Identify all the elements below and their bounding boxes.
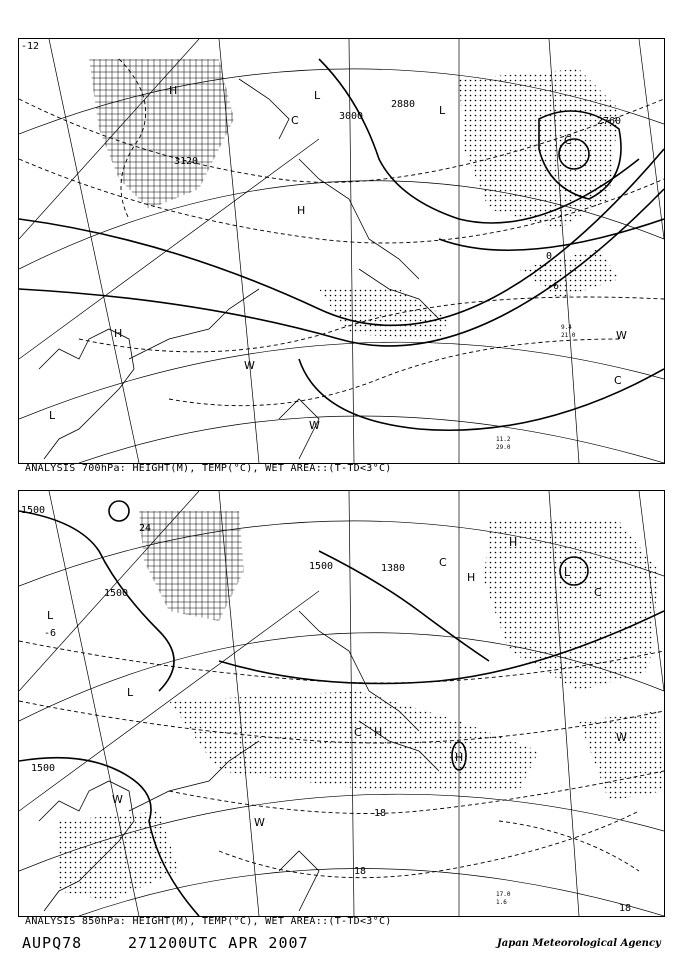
temp-label: 0 <box>546 251 553 262</box>
temp-label: -6 <box>547 281 560 292</box>
height-label: 1500 <box>104 588 129 599</box>
map-850hpa <box>18 490 665 917</box>
warm-center: W <box>244 359 255 372</box>
high-center: H <box>169 84 178 97</box>
low-center: L <box>127 686 134 699</box>
wet-area-dots <box>319 289 449 339</box>
high-center: H <box>509 536 518 549</box>
station-value: 29.0 <box>496 444 511 451</box>
cold-center: C <box>291 114 299 127</box>
warm-center: W <box>112 793 123 806</box>
chart-id: AUPQ78 <box>22 934 83 952</box>
warm-center: W <box>309 419 320 432</box>
caption-850hpa: ANALYSIS 850hPa: HEIGHT(M), TEMP(°C), WET AREA::(T-TD<3°C) <box>25 916 392 927</box>
agency-name: Japan Meteorological Agency <box>497 938 661 949</box>
temp-label: 24 <box>139 523 152 534</box>
height-label: 1380 <box>381 563 406 574</box>
height-label: 1500 <box>309 561 334 572</box>
high-center: H <box>455 751 464 764</box>
map-700hpa-graphics <box>19 39 664 463</box>
cold-center: C <box>354 726 362 739</box>
map-700hpa <box>18 38 665 464</box>
station-value: 17.0 <box>496 891 511 898</box>
cold-center: C <box>439 556 447 569</box>
corner-label: -12 <box>21 41 40 52</box>
height-label: 2760 <box>597 116 622 127</box>
wet-area-grid <box>89 59 234 209</box>
cold-center: C <box>564 134 572 147</box>
low-center: L <box>564 566 571 579</box>
temp-label: 18 <box>619 903 632 914</box>
temp-label: 18 <box>354 866 367 877</box>
valid-time: 271200UTC APR 2007 <box>128 934 309 952</box>
station-value: 1.6 <box>496 899 507 906</box>
high-center: H <box>467 571 476 584</box>
wet-area-dots <box>169 691 539 791</box>
low-center: L <box>49 409 56 422</box>
wet-area-grid <box>139 511 244 621</box>
cold-center: C <box>614 374 622 387</box>
coastline <box>39 79 439 459</box>
low-center: L <box>439 104 446 117</box>
caption-700hpa: ANALYSIS 700hPa: HEIGHT(M), TEMP(°C), WET AREA::(T-TD<3°C) <box>25 463 392 474</box>
high-center: H <box>297 204 306 217</box>
map-850hpa-graphics <box>19 491 664 916</box>
cold-center: C <box>594 586 602 599</box>
warm-center: W <box>254 816 265 829</box>
low-center: L <box>314 89 321 102</box>
station-value: 11.2 <box>496 436 511 443</box>
height-label: 3000 <box>339 111 364 122</box>
high-center: H <box>114 327 123 340</box>
height-label: 3120 <box>174 156 199 167</box>
station-value: 21.0 <box>561 332 576 339</box>
height-label: 2880 <box>391 99 416 110</box>
station-value: 9.4 <box>561 324 572 331</box>
warm-center: W <box>616 329 627 342</box>
warm-center: W <box>616 731 627 744</box>
temp-label: 18 <box>374 808 387 819</box>
temp-label: -6 <box>44 628 57 639</box>
height-label: 1500 <box>31 763 56 774</box>
high-center: H <box>374 726 383 739</box>
height-label: 1500 <box>21 505 46 516</box>
low-center: L <box>47 609 54 622</box>
